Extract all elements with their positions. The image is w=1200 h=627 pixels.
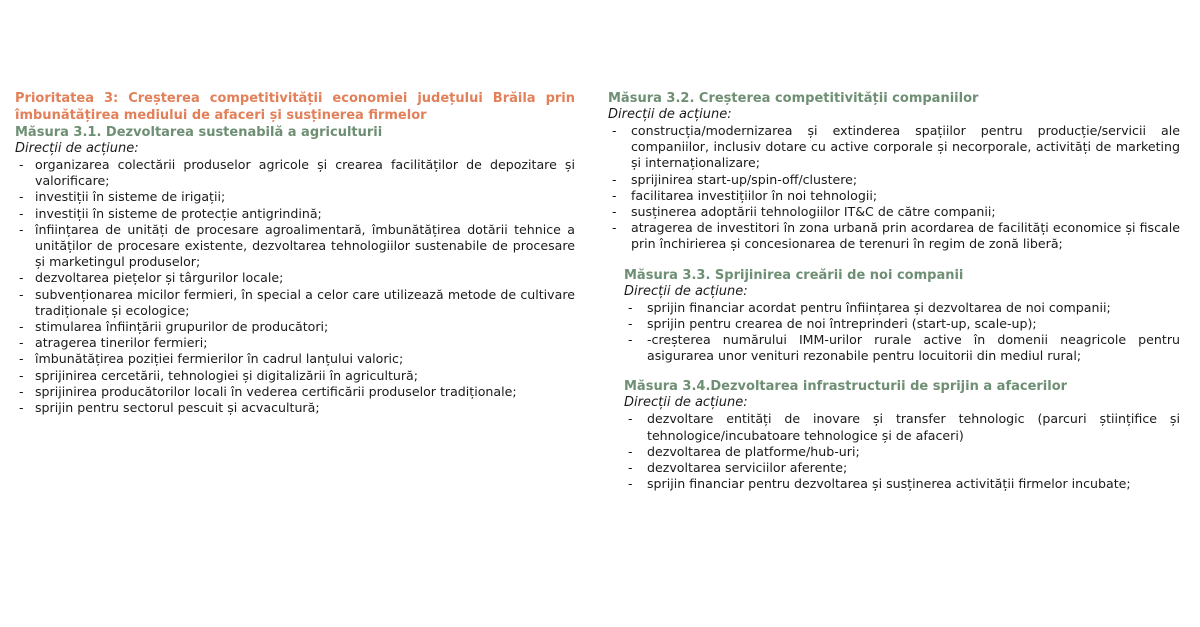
list-item: - atragerea tinerilor fermieri;: [15, 335, 575, 351]
list-item: - sprijin pentru crearea de noi întreprinderi (start-up, scale-up);: [624, 316, 1180, 332]
right-column: [608, 90, 1180, 492]
list-item: - îmbunătățirea poziției fermierilor în cadrul lanțului valoric;: [15, 351, 575, 367]
list-item: - dezvoltare entități de inovare și transfer tehnologic (parcuri științifice și tehnologice/incubatoare tehnologice și de afaceri): [624, 411, 1180, 443]
list-item: - sprijin pentru sectorul pescuit și acvacultură;: [15, 400, 575, 416]
measure-3-1-title: Măsura 3.1. Dezvoltarea sustenabilă a agriculturii: [15, 125, 383, 140]
list-item: - susținerea adoptării tehnologiilor IT&C de către companii;: [608, 204, 1180, 220]
directions-label: Direcții de acțiune:: [624, 283, 748, 299]
list-item: - facilitarea investițiilor în noi tehnologii;: [608, 188, 1180, 204]
list-item: - sprijin financiar pentru dezvoltarea și susținerea activității firmelor incubate;: [624, 476, 1180, 492]
list-item: - sprijinirea start-up/spin-off/clustere;: [608, 172, 1180, 188]
measure-3-2-section: [608, 90, 1180, 253]
measure-3-2-title: Măsura 3.2. Creșterea competitivității companiilor: [608, 91, 979, 106]
left-column: [15, 90, 575, 416]
list-item: - investiții în sisteme de protecție antigrindină;: [15, 206, 575, 222]
list-item: - sprijinirea cercetării, tehnologiei și digitalizării în agricultură;: [15, 368, 575, 384]
action-list: [624, 411, 1180, 492]
list-item: - dezvoltarea piețelor și târgurilor locale;: [15, 270, 575, 286]
priority-title: Prioritatea 3: Creșterea competitivității economiei județului Brăila prin îmbunătățirea mediului de afaceri și susținerea firmelor: [15, 91, 575, 123]
list-item: - dezvoltarea serviciilor aferente;: [624, 460, 1180, 476]
measure-3-3-section: [608, 267, 1180, 365]
measure-3-3-title: Măsura 3.3. Sprijinirea creării de noi companii: [624, 267, 964, 283]
directions-label: Direcții de acțiune:: [608, 107, 732, 122]
list-item: - organizarea colectării produselor agricole și crearea facilităților de depozitare și valorificare;: [15, 157, 575, 189]
list-item: - sprijin financiar acordat pentru înființarea și dezvoltarea de noi companii;: [624, 300, 1180, 316]
list-item: - -creșterea numărului IMM-urilor rurale active în domenii neagricole pentru asigurarea unor venituri rezonabile pentru locuitorii din mediul rural;: [624, 332, 1180, 364]
action-list: [15, 157, 575, 416]
list-item: - atragerea de investitori în zona urbană prin acordarea de facilități economice și fiscale prin închirierea și concesionarea de terenuri în regim de zonă liberă;: [608, 220, 1180, 252]
action-list: [624, 300, 1180, 365]
list-item: - subvenționarea micilor fermieri, în special a celor care utilizează metode de cultivare tradiționale și ecologice;: [15, 287, 575, 319]
list-item: - stimularea înființării grupurilor de producători;: [15, 319, 575, 335]
directions-label: Direcții de acțiune:: [15, 141, 139, 156]
list-item: - înființarea de unități de procesare agroalimentară, îmbunătățirea dotării tehnice a unităților de procesare existente, dezvoltarea tehnologiilor sustenabile de procesare și marketingul produselor;: [15, 222, 575, 271]
list-item: - construcția/modernizarea și extinderea spațiilor pentru producție/servicii ale companiilor, inclusiv dotare cu active corporale și necorporale, activități de marketing și internaționalizare;: [608, 123, 1180, 172]
list-item: - investiții în sisteme de irigații;: [15, 189, 575, 205]
directions-label: Direcții de acțiune:: [624, 395, 748, 411]
measure-3-4-title: Măsura 3.4.Dezvoltarea infrastructurii de sprijin a afacerilor: [624, 379, 1068, 395]
list-item: - dezvoltarea de platforme/hub-uri;: [624, 444, 1180, 460]
action-list: [608, 123, 1180, 253]
list-item: - sprijinirea producătorilor locali în vederea certificării produselor tradiționale;: [15, 384, 575, 400]
measure-3-4-section: [608, 378, 1180, 492]
